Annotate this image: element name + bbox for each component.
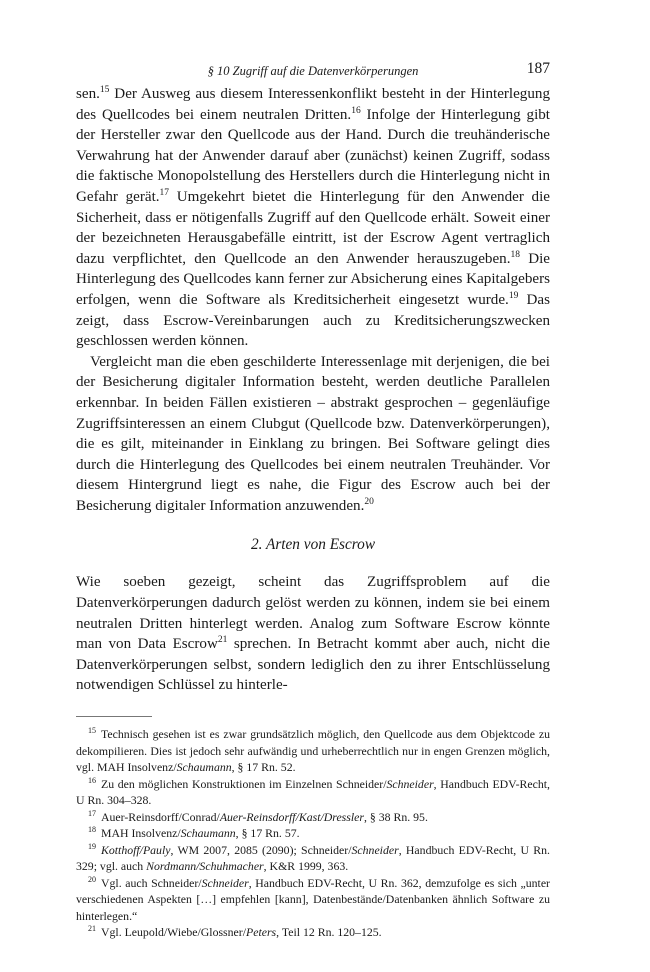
footnote-number: 18: [88, 825, 96, 835]
italic-author: Nordmann/Schuhmacher: [146, 859, 264, 874]
footnote-16: $^{16}$ Zu den möglichen Konstruktionen im Einzelnen Schneider/Schneider, Handbuch EDV-Recht, U Rn. 304–328.: [76, 775, 551, 808]
footnote-reference[interactable]: 20: [364, 496, 374, 507]
footnote-reference[interactable]: 19: [508, 290, 519, 301]
section-heading: 2. Arten von Escrow: [250, 536, 376, 554]
footnote-separator: [76, 716, 152, 717]
paragraph-3: Wie soeben gezeigt, scheint das Zugriffsproblem auf die Datenverkörperungen dadurch gelöst werden zu können, indem sie bei einem neutralen Dritten hinterlegt werden. Analog zum Software Escrow könnte man von Data Escrow$^{21}$ sprechen. In Betracht kommt aber auch, nicht die Datenverkörperungen selbst, sondern lediglich den zu ihrer Entschlüsselung notwendigen Schlüssel zu hinterle-: [76, 574, 550, 694]
footnote-number: 15: [88, 726, 96, 736]
italic-author: Schneider: [351, 842, 399, 857]
page-header: [76, 58, 550, 84]
footnote-reference[interactable]: 21: [217, 635, 228, 646]
italic-author: Schaumann: [180, 826, 236, 841]
running-title: § 10 Zugriff auf die Datenverkörperungen: [207, 64, 419, 78]
italic-author: Schneider: [386, 776, 434, 791]
body-text: [76, 84, 550, 696]
italic-author: Kotthoff/Pauly: [101, 842, 171, 857]
paragraph-1: sen.$^{15}$ Der Ausweg aus diesem Interessenkonflikt besteht in der Hinterlegung des Quellcodes bei einem neutralen Dritten.$^{16}$ Infolge der Hinterlegung gibt der Hersteller zwar den Quellcode aus der Hand. Durch die treuhänderische Verwahrung hat der Anwender darauf aber (zunächst) keinen Zugriff, sodass die faktische Monopolstellung des Herstellers durch die Hinterlegung nicht in Gefahr gerät.$^{17}$ Umgekehrt bietet die Hinterlegung für den Anwender die Sicherheit, dass er nötigenfalls Zugriff auf den Quellcode erhält. Soweit einer der bezeichneten Herausgabefälle eintritt, ist der Escrow Agent vertraglich dazu verpflichtet, den Quellcode an den Anwender herauszugeben.$^{18}$ Die Hinterlegung des Quellcodes kann ferner zur Absicherung eines Kapitalgebers erfolgen, wenn die Software als Kreditsicherheit eingesetzt wurde.$^{19}$ Das zeigt, dass Escrow-Vereinbarungen auch zu Kreditsicherungszwecken geschlossen werden können.: [76, 84, 551, 350]
italic-author: Schneider: [201, 875, 249, 890]
footnote-20: $^{20}$ Vgl. auch Schneider/Schneider, Handbuch EDV-Recht, U Rn. 362, demzufolge es sich „unter verschiedenen Aspekten […] empfehlen [kann], Datenbestände/Datenbanken ähnlich Software zu hinterlegen.“: [76, 874, 550, 923]
paragraph-2: Vergleicht man die eben geschilderte Interessenlage mit derjenigen, die bei der Besicherung digitaler Information besteht, werden deutliche Parallelen erkennbar. In beiden Fällen existieren – abstrakt gesprochen – gegenläufige Zugriffsinteressen an einem Clubgut (Quellcode bzw. Datenverkörperungen), die es gilt, miteinander in Einklang zu bringen. Bei Software gelingt dies durch die Hinterlegung des Quellcodes bei einem neutralen Treuhänder. Vor diesem Hintergrund liegt es nahe, die Figur des Escrow auch bei der Besicherung digitaler Information anzuwenden.$^{20}$: [76, 353, 550, 514]
footnote-19: $^{19}$ Kotthoff/Pauly, WM 2007, 2085 (2090); Schneider/Schneider, Handbuch EDV-Recht, U Rn. 329; vgl. auch Nordmann/Schuhmacher, K&R 1999, 363.: [76, 841, 550, 874]
footnote-reference[interactable]: 15: [99, 84, 110, 95]
footnote-number: 17: [88, 808, 96, 818]
footnote-21: $^{21}$ Vgl. Leupold/Wiebe/Glossner/Peters, Teil 12 Rn. 120–125.: [88, 924, 382, 940]
page-number: 187: [526, 60, 550, 77]
book-page: [76, 58, 550, 941]
footnotes: [76, 726, 550, 941]
footnote-17: $^{17}$ Auer-Reinsdorff/Conrad/Auer-Reinsdorff/Kast/Dressler, § 38 Rn. 95.: [88, 808, 428, 824]
footnote-number: 20: [88, 874, 96, 884]
footnote-15: $^{15}$ Technisch gesehen ist es zwar grundsätzlich möglich, den Quellcode aus dem Objektcode zu dekompilieren. Dies ist jedoch sehr aufwändig und urheberrechtlich nur in engen Grenzen möglich, vgl. MAH Insolvenz/Schaumann, § 17 Rn. 52.: [76, 726, 550, 775]
footnote-number: 21: [88, 924, 96, 934]
italic-author: Schaumann: [176, 760, 232, 775]
footnote-reference[interactable]: 18: [510, 249, 521, 260]
footnote-reference[interactable]: 16: [351, 105, 361, 116]
italic-author: Auer-Reinsdorff/Kast/Dressler: [219, 809, 364, 824]
footnote-18: $^{18}$ MAH Insolvenz/Schaumann, § 17 Rn. 57.: [88, 825, 300, 841]
footnote-number: 19: [88, 841, 96, 851]
footnote-number: 16: [88, 775, 96, 785]
footnote-reference[interactable]: 17: [159, 187, 170, 198]
italic-author: Peters: [246, 925, 277, 940]
